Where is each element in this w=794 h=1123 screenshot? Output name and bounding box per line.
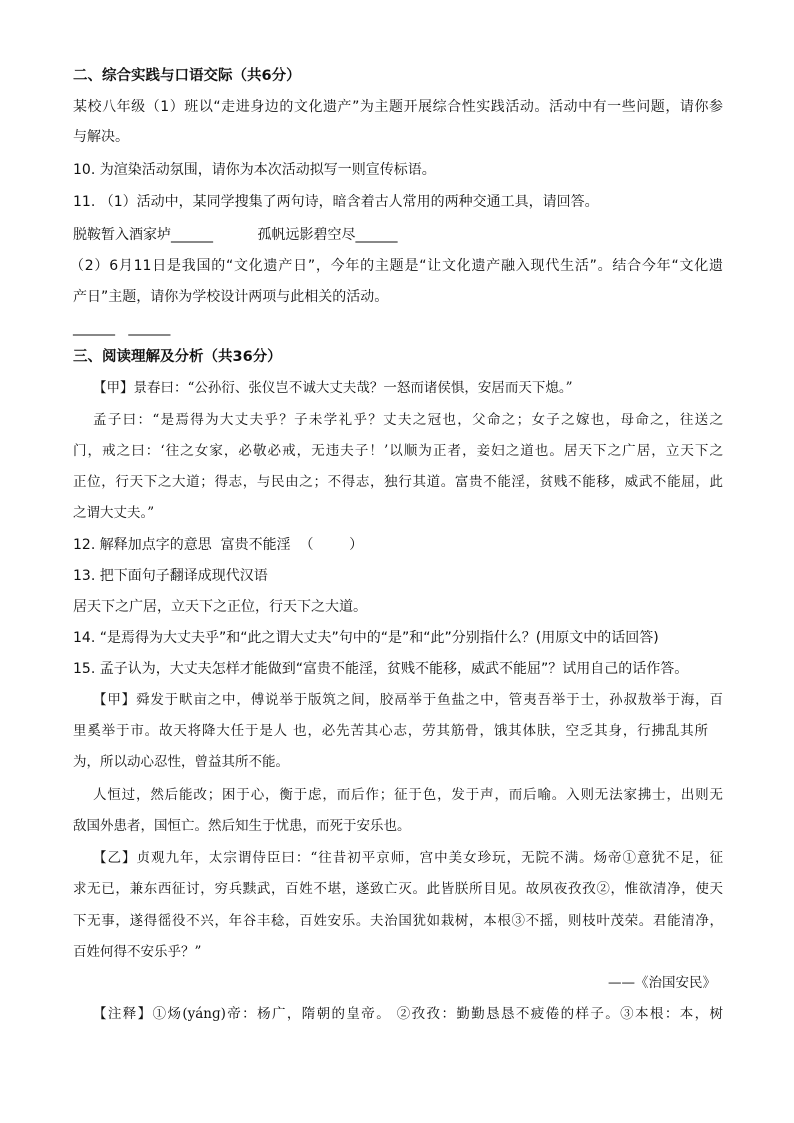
activity-intro-line-2: 与解决。 xyxy=(73,129,129,145)
question-11-part-2-line-2: 产日”主题，请你为学校设计两项与此相关的活动。 xyxy=(73,289,389,305)
question-12: 12. 解释加点字的意思 富贵不能淫 （ ） xyxy=(73,537,364,553)
section-heading-practice: 二、综合实践与口语交际（共6分） xyxy=(73,68,301,84)
passage-source: ——《治国安民》 xyxy=(608,975,716,991)
passage-c-line-3: 下无事，遂得徭役不兴，年谷丰稔，百姓安乐。夫治国犹如栽树，本根③不摇，则枝叶茂荣。君能清净， xyxy=(73,913,723,929)
passage-a-line-4: 正位，行天下之大道；得志，与民由之；不得志，独行其道。富贵不能淫，贫贱不能移，威武不能屈，此 xyxy=(73,474,723,490)
passage-a-line-2: 孟子曰：“是焉得为大丈夫乎？子未学礼乎？丈夫之冠也，父命之；女子之嫁也，母命之，往送之 xyxy=(93,412,723,428)
question-13: 13. 把下面句子翻译成现代汉语 xyxy=(73,568,268,584)
passage-b-line-5: 敌国外患者，国恒亡。然后知生于忧患，而死于安乐也。 xyxy=(73,818,411,834)
question-10: 10. 为渲染活动氛围，请你为本次活动拟写一则宣传标语。 xyxy=(73,162,436,178)
passage-a-line-3: 门，戒之曰：‘往之女家，必敬必戒，无违夫子！’以顺为正者，妾妇之道也。居天下之广居，立天下之 xyxy=(73,443,723,459)
section-heading-reading: 三、阅读理解及分析（共36分） xyxy=(73,349,282,365)
question-11-part-2-line-1: （2）6月11日是我国的“文化遗产日”，今年的主题是“让文化遗产融入现代生活”。结合今年“文化遗 xyxy=(70,258,723,274)
question-14: 14. “是焉得为大丈夫乎”和“此之谓大丈夫”句中的“是”和“此”分别指什么？(用原文中的话回答) xyxy=(73,630,659,646)
annotation-line: 【注释】①炀(yánɡ)帝：杨广，隋朝的皇帝。 ②孜孜：勤勤恳恳不疲倦的样子。③本根：本，树 xyxy=(93,1006,723,1022)
answer-blanks: ______ ______ xyxy=(73,320,171,336)
passage-c-line-1: 【乙】贞观九年，太宗谓侍臣曰：“往昔初平京师，宫中美女珍玩，无院不满。炀帝①意犹不足，征 xyxy=(93,850,723,866)
activity-intro-line-1: 某校八年级（1）班以“走进身边的文化遗产”为主题开展综合性实践活动。活动中有一些问题，请你参 xyxy=(73,99,723,115)
passage-b-line-3: 为，所以动心忍性，曾益其所不能。 xyxy=(73,754,289,770)
passage-c-line-2: 求无已，兼东西征讨，穷兵黩武，百姓不堪，遂致亡灭。此皆朕所目见。故夙夜孜孜②，惟欲清净，使天 xyxy=(73,881,723,897)
passage-b-line-1: 【甲】舜发于畎亩之中，傅说举于版筑之间，胶鬲举于鱼盐之中，管夷吾举于士，孙叔敖举于海，百 xyxy=(93,692,723,708)
question-11-part-1: 11. （1）活动中，某同学搜集了两句诗，暗含着古人常用的两种交通工具，请回答。 xyxy=(73,194,599,210)
passage-a-line-1: 【甲】景春曰：“公孙衍、张仪岂不诚大丈夫哉？一怒而诸侯惧，安居而天下熄。” xyxy=(93,380,573,396)
question-13-sentence: 居天下之广居，立天下之正位，行天下之大道。 xyxy=(73,599,367,615)
poem-lines-with-blanks: 脱鞍暂入酒家垆______ 孤帆远影碧空尽______ xyxy=(73,227,398,243)
passage-b-line-4: 人恒过，然后能改；困于心，衡于虑，而后作；征于色，发于声，而后喻。入则无法家拂士，出则无 xyxy=(93,787,723,803)
passage-a-line-5: 之谓大丈夫。” xyxy=(73,505,155,521)
passage-c-line-4: 百姓何得不安乐乎？” xyxy=(73,944,202,960)
question-15: 15. 孟子认为，大丈夫怎样才能做到“富贵不能淫，贫贱不能移，威武不能屈”？试用自己的话作答。 xyxy=(73,661,689,677)
passage-b-line-2: 里奚举于市。故天将降大任于是人 也，必先苦其心志，劳其筋骨，饿其体肤，空乏其身，行拂乱其所 xyxy=(73,723,708,739)
